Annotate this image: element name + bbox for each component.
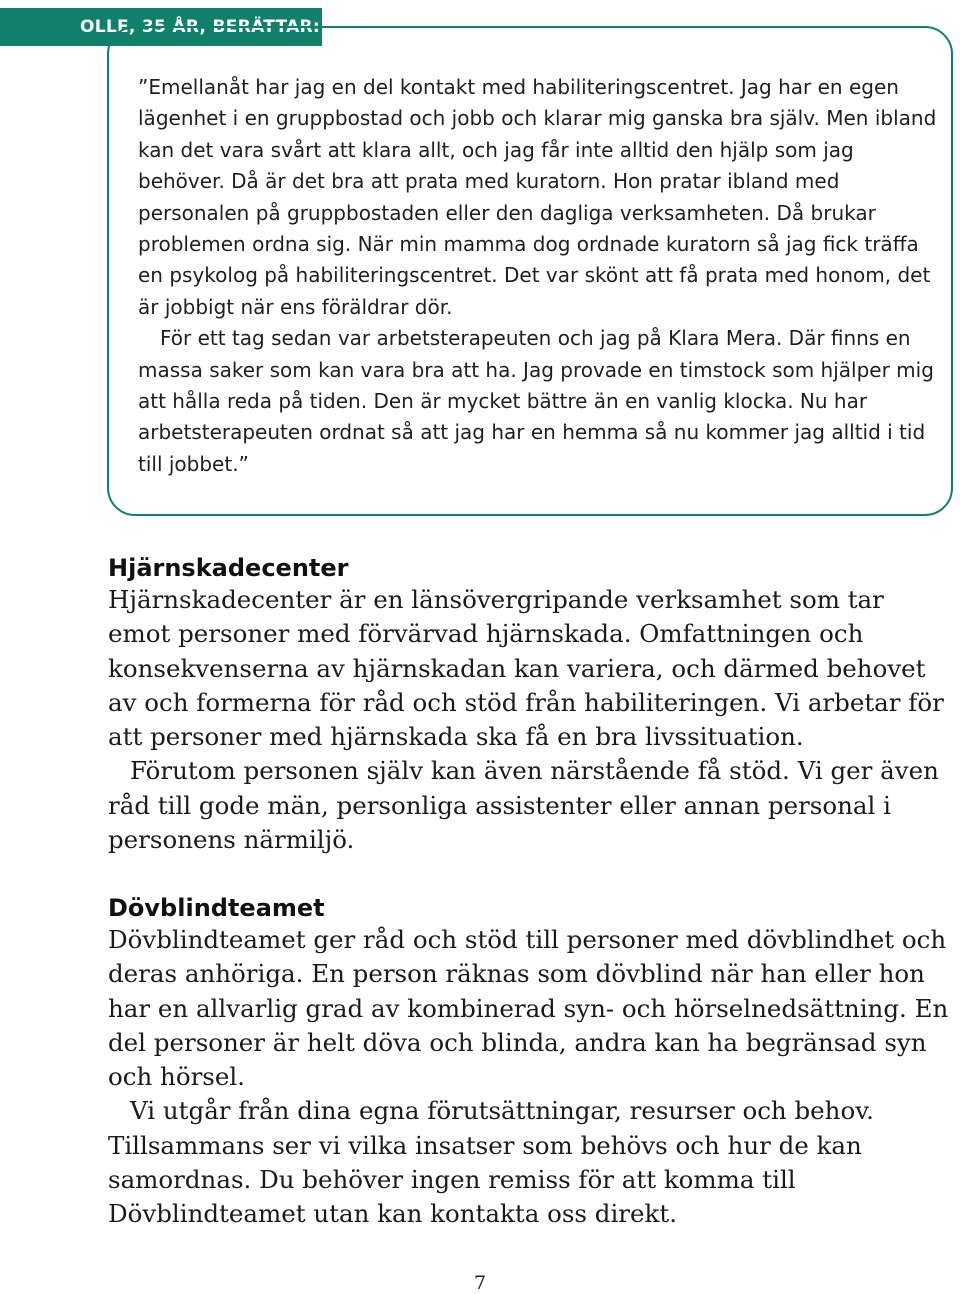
section-dovblindteamet: [108, 893, 953, 1232]
section-paragraph: Vi utgår från dina egna förutsättningar, resurser och behov. Tillsammans ser vi vilka insatser som behövs och hur de kan samordnas. Du behöver ingen remiss för att komma till Dövblindteamet utan kan kontakta oss direkt.: [108, 1096, 874, 1229]
section-heading: Hjärnskadecenter: [108, 554, 349, 582]
section-heading: Dövblindteamet: [108, 894, 325, 922]
page-number: 7: [473, 1272, 487, 1294]
section-hjarnskadecenter: [108, 553, 953, 857]
story-quote: [138, 72, 938, 480]
story-label: OLLE, 35 ÅR, BERÄTTAR:: [80, 17, 321, 37]
section-paragraph: Dövblindteamet ger råd och stöd till personer med dövblindhet och deras anhöriga. En person räknas som dövblind när han eller hon har en allvarlig grad av kombinerad syn- och hörselnedsättning. En del personer är helt döva och blinda, andra kan ha begränsad syn och hörsel.: [108, 925, 949, 1092]
section-paragraph: Hjärnskadecenter är en länsövergripande verksamhet som tar emot personer med förvärvad hjärnskada. Omfattningen och konsekvenserna av hjärnskadan kan variera, och därmed behovet av och formerna för råd och stöd från habiliteringen. Vi arbetar för att personer med hjärnskada ska få en bra livssituation.: [108, 585, 944, 752]
story-paragraph: ”Emellanåt har jag en del kontakt med habiliteringscentret. Jag har en egen lägenhet i en gruppbostad och jobb och klarar mig ganska bra själv. Men ibland kan det vara svårt att klara allt, och jag får inte alltid den hjälp som jag behöver. Då är det bra att prata med kuratorn. Hon pratar ibland med personalen på gruppbostaden eller den dagliga verksamheten. Då brukar problemen ordna sig. När min mamma dog ordnade kuratorn så jag fick träffa en psykolog på habiliteringscentret. Det var skönt att få prata med honom, det är jobbigt när ens föräldrar dör.: [138, 75, 937, 319]
section-paragraph: Förutom personen själv kan även närstående få stöd. Vi ger även råd till gode män, personliga assistenter eller annan personal i personens närmiljö.: [108, 756, 939, 855]
story-paragraph: För ett tag sedan var arbetsterapeuten och jag på Klara Mera. Där finns en massa saker som kan vara bra att ha. Jag provade en timstock som hjälper mig att hålla reda på tiden. Den är mycket bättre än en vanlig klocka. Nu har arbetsterapeuten ordnat så att jag har en hemma så nu kommer jag alltid i tid till jobbet.”: [138, 326, 934, 476]
